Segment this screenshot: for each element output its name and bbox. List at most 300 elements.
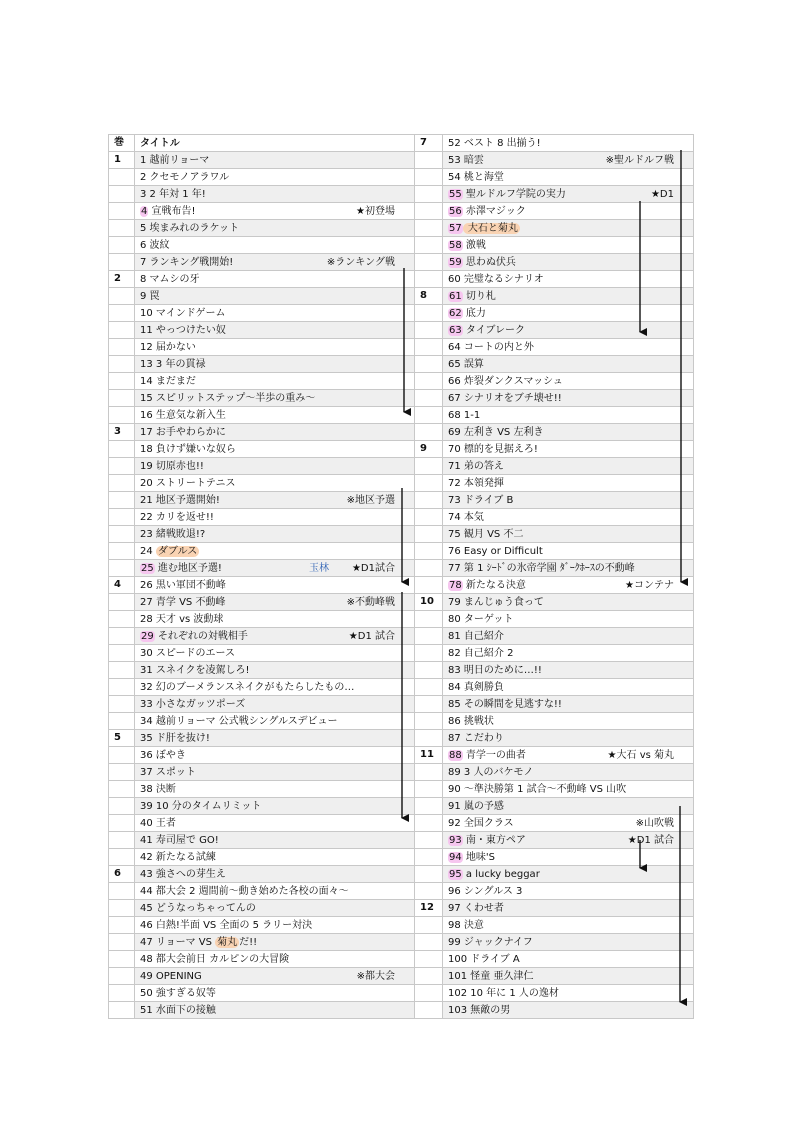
volume-cell bbox=[109, 322, 135, 339]
episode-cell-content bbox=[448, 612, 688, 627]
episode-title-cell bbox=[443, 509, 694, 526]
volume-cell bbox=[415, 679, 443, 696]
volume-cell bbox=[109, 696, 135, 713]
episode-cell-content bbox=[448, 289, 688, 304]
volume-cell bbox=[415, 203, 443, 220]
episode-title-cell bbox=[443, 883, 694, 900]
table-row bbox=[415, 390, 694, 407]
episode-cell-content bbox=[448, 153, 688, 168]
episode-title-cell bbox=[135, 577, 415, 594]
volume-cell bbox=[415, 832, 443, 849]
episode-title-cell bbox=[135, 781, 415, 798]
episode-title: 11 やっつけたい奴 bbox=[140, 324, 226, 336]
episode-title-cell bbox=[135, 254, 415, 271]
table-row bbox=[415, 798, 694, 815]
episode-title: 39 10 分のタイムリミット bbox=[140, 800, 262, 812]
volume-cell bbox=[109, 407, 135, 424]
table-row bbox=[415, 951, 694, 968]
episode-cell-content bbox=[140, 544, 409, 559]
table-row bbox=[415, 730, 694, 747]
episode-title-cell bbox=[443, 730, 694, 747]
table-row bbox=[415, 543, 694, 560]
table-row bbox=[415, 713, 694, 730]
episode-cell-content bbox=[140, 578, 409, 593]
volume-cell bbox=[109, 679, 135, 696]
episode-cell-content bbox=[448, 782, 688, 797]
table-row bbox=[109, 934, 415, 951]
table-row bbox=[109, 883, 415, 900]
table-row bbox=[109, 679, 415, 696]
episode-title-cell bbox=[443, 492, 694, 509]
episode-title-cell bbox=[135, 458, 415, 475]
table-row bbox=[109, 747, 415, 764]
episode-title: 101 怪童 亜久津仁 bbox=[448, 970, 534, 982]
episode-title: 51 水面下の接触 bbox=[140, 1004, 216, 1016]
episode-title: 23 緒戦敗退!? bbox=[140, 528, 206, 540]
episode-title: 72 本領発揮 bbox=[448, 477, 504, 489]
episode-cell-content bbox=[140, 850, 409, 865]
episode-note: ※ランキング戦 bbox=[326, 256, 395, 268]
episode-title: 103 無敵の男 bbox=[448, 1004, 511, 1016]
episode-title-cell bbox=[135, 356, 415, 373]
episode-cell-content bbox=[448, 340, 688, 355]
episode-title-cell bbox=[443, 917, 694, 934]
episode-cell-content bbox=[448, 748, 688, 763]
episode-title: 73 ドライブ B bbox=[448, 494, 514, 506]
episode-cell-content bbox=[448, 238, 688, 253]
table-row bbox=[109, 900, 415, 917]
volume-cell bbox=[415, 645, 443, 662]
episode-title-cell bbox=[443, 186, 694, 203]
episode-title: 宣戦布告! bbox=[148, 205, 196, 217]
table-row bbox=[415, 883, 694, 900]
table-row bbox=[415, 373, 694, 390]
volume-cell bbox=[109, 356, 135, 373]
table-row bbox=[109, 1002, 415, 1019]
table-row bbox=[415, 271, 694, 288]
highlighted-episode-number: 4 bbox=[141, 205, 148, 217]
episode-title-cell bbox=[443, 220, 694, 237]
episode-title: 聖ルドルフ学院の実力 bbox=[462, 188, 566, 200]
episode-title-cell bbox=[135, 203, 415, 220]
episode-title-cell bbox=[443, 458, 694, 475]
episode-title: 37 スポット bbox=[140, 766, 196, 778]
volume-cell bbox=[109, 339, 135, 356]
volume-cell bbox=[109, 458, 135, 475]
table-row bbox=[109, 441, 415, 458]
episode-cell-content bbox=[140, 952, 409, 967]
episode-title-cell bbox=[135, 475, 415, 492]
volume-cell bbox=[109, 203, 135, 220]
table-row bbox=[109, 798, 415, 815]
episode-cell-content bbox=[448, 680, 688, 695]
episode-cell-content bbox=[140, 391, 409, 406]
episode-title-cell bbox=[135, 560, 415, 577]
episode-title-cell bbox=[135, 764, 415, 781]
table-row bbox=[109, 713, 415, 730]
table-row bbox=[109, 594, 415, 611]
volume-cell bbox=[415, 815, 443, 832]
highlighted-episode-number: 57 bbox=[449, 222, 462, 234]
episode-cell-content bbox=[140, 340, 409, 355]
table-row bbox=[109, 254, 415, 271]
volume-cell bbox=[415, 560, 443, 577]
table-row bbox=[415, 475, 694, 492]
volume-cell bbox=[415, 475, 443, 492]
episode-title-prefix: 24 bbox=[140, 545, 156, 557]
table-row bbox=[109, 458, 415, 475]
table-row bbox=[415, 662, 694, 679]
episode-cell-content bbox=[448, 493, 688, 508]
episode-title: 新たなる決意 bbox=[462, 579, 526, 591]
episode-title: 64 コートの内と外 bbox=[448, 341, 534, 353]
volume-cell bbox=[109, 305, 135, 322]
episode-cell-content bbox=[140, 374, 409, 389]
episode-note: ★D1試合 bbox=[351, 562, 395, 574]
episode-title-cell bbox=[135, 237, 415, 254]
highlighted-episode-number: 94 bbox=[449, 851, 462, 863]
episode-title: 10 マインドゲーム bbox=[140, 307, 226, 319]
episode-cell-content bbox=[140, 357, 409, 372]
episode-title-cell bbox=[443, 628, 694, 645]
highlighted-episode-number: 29 bbox=[141, 630, 154, 642]
volume-cell bbox=[415, 339, 443, 356]
volume-cell bbox=[109, 917, 135, 934]
episode-title-cell bbox=[443, 798, 694, 815]
episode-title: 79 まんじゅう食って bbox=[448, 596, 544, 608]
episode-title-cell bbox=[443, 339, 694, 356]
episode-cell-content bbox=[448, 952, 688, 967]
volume-cell bbox=[415, 764, 443, 781]
episode-title-cell bbox=[135, 951, 415, 968]
episode-title-cell bbox=[443, 866, 694, 883]
episode-title-cell bbox=[443, 713, 694, 730]
volume-cell bbox=[109, 254, 135, 271]
volume-cell bbox=[109, 934, 135, 951]
episode-title: 1 越前リョーマ bbox=[140, 154, 210, 166]
volume-cell bbox=[109, 509, 135, 526]
volume-cell bbox=[415, 305, 443, 322]
episode-cell-content bbox=[140, 1003, 409, 1018]
episode-cell-content bbox=[140, 969, 409, 984]
table-row bbox=[109, 203, 415, 220]
episode-cell-content bbox=[448, 425, 688, 440]
episode-cell-content bbox=[140, 918, 409, 933]
episode-title: 98 決意 bbox=[448, 919, 484, 931]
table-row bbox=[415, 169, 694, 186]
table-row bbox=[415, 152, 694, 169]
episode-cell-content bbox=[448, 323, 688, 338]
episode-cell-content bbox=[140, 476, 409, 491]
episode-cell-content bbox=[448, 765, 688, 780]
episode-title-cell bbox=[135, 917, 415, 934]
episode-title-cell bbox=[135, 985, 415, 1002]
volume-cell bbox=[415, 662, 443, 679]
table-row bbox=[109, 509, 415, 526]
episode-title: 南・東方ペア bbox=[462, 834, 526, 846]
episode-cell-content bbox=[140, 697, 409, 712]
episode-title: タイブレーク bbox=[462, 324, 526, 336]
episode-title: 進む地区予選! bbox=[154, 562, 222, 574]
table-row bbox=[415, 441, 694, 458]
episode-cell-content bbox=[140, 680, 409, 695]
episode-cell-content bbox=[140, 748, 409, 763]
episode-title-cell bbox=[135, 713, 415, 730]
episode-title: 99 ジャックナイフ bbox=[448, 936, 533, 948]
episode-title-cell bbox=[443, 152, 694, 169]
episode-cell-content bbox=[448, 476, 688, 491]
table-row bbox=[415, 526, 694, 543]
episode-title-cell bbox=[135, 866, 415, 883]
table-row bbox=[109, 169, 415, 186]
table-row bbox=[415, 135, 694, 152]
episode-title-cell bbox=[443, 526, 694, 543]
episode-title-cell bbox=[135, 305, 415, 322]
episode-title: 46 白熱!半面 VS 全面の 5 ラリー対決 bbox=[140, 919, 313, 931]
volume-cell bbox=[415, 917, 443, 934]
episode-title-cell bbox=[443, 900, 694, 917]
episode-title: 19 切原赤也!! bbox=[140, 460, 204, 472]
volume-cell bbox=[109, 645, 135, 662]
episode-title-cell bbox=[443, 849, 694, 866]
episode-cell-content bbox=[448, 646, 688, 661]
episode-title-cell bbox=[443, 611, 694, 628]
episode-title-cell bbox=[135, 322, 415, 339]
table-row bbox=[109, 866, 415, 883]
episode-title: 底力 bbox=[462, 307, 486, 319]
volume-cell bbox=[415, 849, 443, 866]
table-row bbox=[415, 849, 694, 866]
table-row bbox=[415, 815, 694, 832]
episode-title: 42 新たなる試練 bbox=[140, 851, 216, 863]
episode-title-cell bbox=[135, 390, 415, 407]
episode-title-cell bbox=[135, 492, 415, 509]
table-row bbox=[109, 271, 415, 288]
episode-title: 71 弟の答え bbox=[448, 460, 504, 472]
episode-cell-content bbox=[140, 408, 409, 423]
episode-title: 41 寿司屋で GO! bbox=[140, 834, 219, 846]
episode-cell-content bbox=[448, 136, 688, 151]
table-row bbox=[415, 628, 694, 645]
table-row bbox=[415, 985, 694, 1002]
volume-cell bbox=[415, 730, 443, 747]
table-row bbox=[109, 390, 415, 407]
volume-cell bbox=[109, 560, 135, 577]
episode-title: 8 マムシの牙 bbox=[140, 273, 200, 285]
episode-title-cell bbox=[443, 781, 694, 798]
episode-cell-content bbox=[448, 255, 688, 270]
volume-cell bbox=[109, 594, 135, 611]
episode-cell-content bbox=[448, 357, 688, 372]
episode-title-cell bbox=[443, 662, 694, 679]
volume-cell bbox=[109, 492, 135, 509]
episode-title: 90 ～準決勝第 1 試合～不動峰 VS 山吹 bbox=[448, 783, 627, 795]
episode-title: 31 スネイクを凌駕しろ! bbox=[140, 664, 250, 676]
episode-title: 30 スピードのエース bbox=[140, 647, 236, 659]
episode-title: 69 左利き VS 左利き bbox=[448, 426, 544, 438]
table-row bbox=[415, 764, 694, 781]
episode-title-cell bbox=[443, 288, 694, 305]
episode-title-cell bbox=[443, 407, 694, 424]
volume-cell: 11 bbox=[415, 747, 443, 764]
episode-title: 38 決断 bbox=[140, 783, 176, 795]
volume-cell bbox=[109, 849, 135, 866]
table-row bbox=[415, 305, 694, 322]
table-row bbox=[109, 237, 415, 254]
episode-title: 7 ランキング戦開始! bbox=[140, 256, 234, 268]
highlighted-episode-number: 59 bbox=[449, 256, 462, 268]
episode-table-left bbox=[108, 134, 415, 1019]
episode-cell-content bbox=[448, 731, 688, 746]
volume-cell bbox=[109, 475, 135, 492]
table-row bbox=[415, 917, 694, 934]
episode-title: 26 黒い軍団不動峰 bbox=[140, 579, 226, 591]
episode-cell-content bbox=[140, 612, 409, 627]
volume-cell bbox=[415, 271, 443, 288]
volume-cell bbox=[415, 628, 443, 645]
episode-title-cell bbox=[443, 679, 694, 696]
episode-title-cell bbox=[135, 730, 415, 747]
episode-title: 70 標的を見据えろ! bbox=[448, 443, 538, 455]
episode-title: 43 強さへの芽生え bbox=[140, 868, 226, 880]
episode-cell-content bbox=[140, 238, 409, 253]
episode-cell-content bbox=[448, 272, 688, 287]
episode-title-cell bbox=[443, 254, 694, 271]
episode-title-cell bbox=[135, 339, 415, 356]
episode-cell-content bbox=[140, 493, 409, 508]
episode-cell-content bbox=[140, 153, 409, 168]
episode-title-cell bbox=[135, 186, 415, 203]
episode-title-cell bbox=[135, 373, 415, 390]
episode-title: 60 完璧なるシナリオ bbox=[448, 273, 544, 285]
episode-title: 102 10 年に 1 人の逸材 bbox=[448, 987, 559, 999]
table-row bbox=[109, 373, 415, 390]
volume-cell bbox=[109, 237, 135, 254]
episode-title: 67 シナリオをブチ壊せ!! bbox=[448, 392, 562, 404]
episode-title-cell bbox=[443, 832, 694, 849]
episode-cell-content bbox=[140, 782, 409, 797]
episode-title-cell bbox=[443, 237, 694, 254]
episode-title: 切り札 bbox=[462, 290, 496, 302]
episode-title-cell bbox=[443, 968, 694, 985]
table-row bbox=[415, 560, 694, 577]
episode-title-cell bbox=[443, 169, 694, 186]
table-row bbox=[415, 1002, 694, 1019]
episode-cell-content bbox=[448, 510, 688, 525]
highlighted-episode-number: 63 bbox=[449, 324, 462, 336]
episode-title: 40 王者 bbox=[140, 817, 176, 829]
episode-cell-content bbox=[140, 442, 409, 457]
episode-title: 27 青学 VS 不動峰 bbox=[140, 596, 226, 608]
episode-title-cell bbox=[443, 135, 694, 152]
volume-cell bbox=[415, 458, 443, 475]
highlighted-episode-number: 25 bbox=[141, 562, 154, 574]
episode-cell-content bbox=[140, 170, 409, 185]
episode-cell-content bbox=[140, 272, 409, 287]
volume-cell: 4 bbox=[109, 577, 135, 594]
volume-cell bbox=[415, 356, 443, 373]
episode-title-cell bbox=[443, 594, 694, 611]
episode-title-cell bbox=[135, 271, 415, 288]
volume-cell: 12 bbox=[415, 900, 443, 917]
episode-table-right bbox=[414, 134, 694, 1019]
volume-cell bbox=[415, 798, 443, 815]
opponent-school-label: 玉林 bbox=[309, 562, 329, 574]
table-row bbox=[109, 288, 415, 305]
episode-title-cell bbox=[443, 577, 694, 594]
episode-title: 66 炸裂ダンクスマッシュ bbox=[448, 375, 563, 387]
table-row bbox=[415, 492, 694, 509]
episode-cell-content bbox=[448, 1003, 688, 1018]
episode-title-cell bbox=[135, 441, 415, 458]
episode-title: 45 どうなっちゃってんの bbox=[140, 902, 256, 914]
episode-title: 地味'S bbox=[462, 851, 496, 863]
episode-title: 49 OPENING bbox=[140, 970, 202, 982]
volume-cell bbox=[109, 900, 135, 917]
highlighted-title-text: ダブルス bbox=[157, 545, 198, 557]
episode-cell-content bbox=[140, 323, 409, 338]
episode-cell-content bbox=[448, 170, 688, 185]
episode-title-cell bbox=[443, 441, 694, 458]
volume-cell bbox=[415, 169, 443, 186]
episode-title: a lucky beggar bbox=[462, 868, 540, 880]
table-row bbox=[109, 526, 415, 543]
episode-title: 35 ド肝を抜け! bbox=[140, 732, 210, 744]
episode-cell-content bbox=[140, 867, 409, 882]
episode-title-cell bbox=[135, 883, 415, 900]
volume-cell bbox=[109, 985, 135, 1002]
volume-cell bbox=[415, 713, 443, 730]
episode-cell-content bbox=[448, 935, 688, 950]
volume-cell bbox=[109, 441, 135, 458]
episode-title-cell bbox=[135, 832, 415, 849]
volume-cell bbox=[109, 781, 135, 798]
episode-title-cell bbox=[443, 934, 694, 951]
volume-cell bbox=[109, 186, 135, 203]
episode-title: 6 波紋 bbox=[140, 239, 170, 251]
table-row bbox=[415, 220, 694, 237]
episode-cell-content bbox=[448, 408, 688, 423]
episode-title: 13 3 年の貫禄 bbox=[140, 358, 206, 370]
volume-cell bbox=[415, 526, 443, 543]
volume-cell bbox=[415, 322, 443, 339]
episode-cell-content bbox=[140, 799, 409, 814]
volume-cell bbox=[415, 152, 443, 169]
episode-title: 5 埃まみれのラケット bbox=[140, 222, 240, 234]
episode-cell-content bbox=[448, 187, 688, 202]
episode-cell-content bbox=[448, 527, 688, 542]
volume-cell bbox=[109, 747, 135, 764]
episode-title-cell bbox=[135, 628, 415, 645]
volume-cell bbox=[109, 611, 135, 628]
volume-cell bbox=[415, 883, 443, 900]
table-row bbox=[415, 645, 694, 662]
episode-title-cell bbox=[443, 424, 694, 441]
table-row bbox=[415, 509, 694, 526]
highlighted-title-text: 大石と菊丸 bbox=[464, 222, 518, 234]
episode-cell-content bbox=[448, 561, 688, 576]
episode-title-cell bbox=[443, 815, 694, 832]
table-row bbox=[109, 152, 415, 169]
episode-title: それぞれの対戦相手 bbox=[154, 630, 248, 642]
volume-cell bbox=[109, 832, 135, 849]
episode-title: 48 都大会前日 カルピンの大冒険 bbox=[140, 953, 290, 965]
episode-title-cell bbox=[443, 560, 694, 577]
episode-title: 53 暗雲 bbox=[448, 154, 484, 166]
episode-title-cell bbox=[443, 271, 694, 288]
table-row bbox=[415, 781, 694, 798]
volume-cell bbox=[109, 288, 135, 305]
